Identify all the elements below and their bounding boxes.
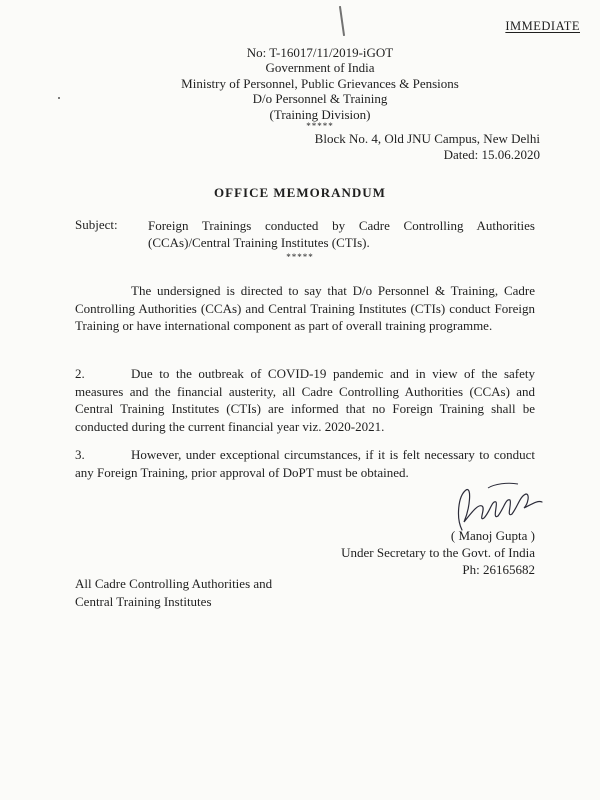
recipients-block	[75, 575, 272, 610]
signatory-phone: Ph: 26165682	[462, 562, 535, 577]
signature-block	[341, 527, 535, 578]
paragraph-3-number: 3.	[75, 447, 85, 462]
memo-date: Dated: 15.06.2020	[443, 147, 540, 162]
paragraph-2-number: 2.	[75, 366, 85, 381]
subject-label: Subject:	[75, 217, 118, 232]
department-name: D/o Personnel & Training	[252, 91, 388, 107]
paragraph-2	[75, 365, 535, 435]
priority-label: IMMEDIATE	[505, 19, 580, 33]
ink-dot	[58, 97, 60, 99]
pen-stroke-mark	[339, 6, 345, 36]
ministry-name: Ministry of Personnel, Public Grievances & Pensions	[181, 75, 459, 91]
file-number: No: T-16017/11/2019-iGOT	[246, 45, 394, 60]
signatory-designation: Under Secretary to the Govt. of India	[341, 545, 535, 560]
recipient-line: All Cadre Controlling Authorities and	[75, 576, 273, 591]
place-date-block	[315, 131, 540, 163]
paragraph-3	[75, 446, 535, 481]
paragraph-3-text: However, under exceptional circumstances, if it is felt necessary to conduct any Foreign Training, prior approval of DoPT must be obtained.	[75, 447, 535, 480]
paragraph-1	[75, 282, 535, 335]
government-name: Government of India	[265, 60, 375, 76]
subject-stars: *****	[286, 252, 314, 262]
letterhead	[120, 45, 520, 131]
paragraph-2-text: Due to the outbreak of COVID-19 pandemic and in view of the safety measures and the financial austerity, all Cadre Controlling Authorities (CCAs) and Central Training Institutes (CTIs) are informed that no Foreign Training shall be conducted during the current financial year viz. 2020-2021.	[75, 366, 535, 434]
subject-text: Foreign Trainings conducted by Cadre Controlling Authorities (CCAs)/Central Training Institutes (CTIs).	[148, 218, 535, 250]
office-address: Block No. 4, Old JNU Campus, New Delhi	[314, 131, 540, 146]
recipient-line: Central Training Institutes	[75, 593, 212, 609]
memo-title: OFFICE MEMORANDUM	[214, 185, 386, 200]
header-stars: *****	[306, 121, 334, 132]
signatory-name: ( Manoj Gupta )	[450, 528, 535, 543]
division-name: (Training Division)	[269, 106, 371, 122]
paragraph-1-text: The undersigned is directed to say that D/o Personnel & Training, Cadre Controlling Authorities (CCAs) and Central Training Institutes (CTIs) conduct Foreign Training or have international component as part of overall training programme.	[75, 283, 535, 333]
